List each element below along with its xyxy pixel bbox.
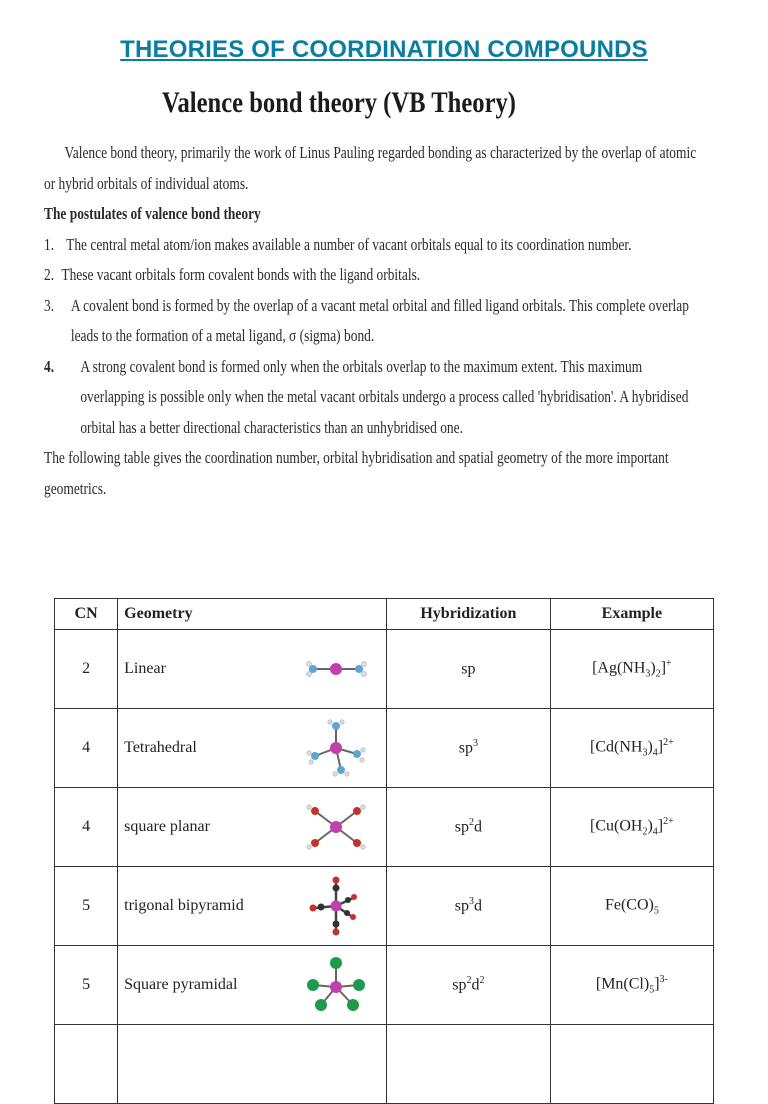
example-cell	[550, 630, 713, 709]
postulate-number: 1.	[44, 234, 55, 254]
hyb-sup: 3	[472, 738, 478, 750]
intro-paragraph: Valence bond theory, primarily the work of Linus Pauling regarded bonding as characterized by the overlap of atomic or hybrid orbitals of individual atoms.	[44, 143, 697, 193]
hyb-sup: 3	[468, 896, 474, 908]
hybridization-cell	[386, 709, 550, 788]
example-cell	[550, 946, 713, 1025]
hybridization-cell	[386, 946, 550, 1025]
square-planar-molecule-icon	[301, 797, 371, 857]
section-heading: Valence bond theory (VB Theory)	[162, 86, 516, 119]
hybridization-cell	[386, 1025, 550, 1104]
ex-part: ]	[660, 659, 667, 677]
hyb-base: sp	[454, 818, 469, 836]
postulate-number: 2.	[44, 265, 55, 284]
hyb-sup: 2	[466, 975, 472, 987]
cn-cell: 5	[55, 867, 118, 946]
ex-part: ]	[654, 975, 660, 993]
postulate-number: 3.	[44, 295, 55, 315]
ex-sub: 5	[653, 905, 659, 917]
hybridization-cell	[386, 867, 550, 946]
hyb-mid: d	[473, 897, 482, 915]
ex-sub: 3	[645, 668, 651, 680]
linear-molecule-icon	[301, 639, 371, 699]
ex-part: Fe(CO)	[604, 896, 654, 914]
postulate-number: 4.	[44, 356, 55, 376]
ex-charge: 2+	[663, 737, 674, 749]
tetrahedral-molecule-icon	[301, 718, 371, 778]
postulate-item	[44, 230, 700, 261]
geometry-label: square planar	[124, 818, 210, 835]
ex-part: ]	[657, 738, 664, 756]
example-cell	[550, 788, 713, 867]
header-hybridization: Hybridization	[386, 599, 550, 630]
ex-part: [Cu(OH	[590, 817, 643, 835]
ex-charge: +	[666, 658, 672, 670]
geometry-cell	[118, 1025, 387, 1104]
ex-sub: 3	[642, 747, 648, 759]
ex-part: )	[650, 659, 656, 677]
ex-charge: 2+	[663, 816, 674, 828]
postulate-item	[44, 352, 700, 444]
hyb-sup: 2	[468, 817, 474, 829]
hyb-base: sp	[458, 739, 473, 757]
page-title: THEORIES OF COORDINATION COMPOUNDS	[120, 36, 648, 63]
ex-charge: 3-	[659, 974, 668, 986]
table-row	[55, 788, 714, 867]
ex-sub: 5	[649, 984, 655, 996]
header-cn: CN	[55, 599, 118, 630]
cn-cell: 2	[55, 630, 118, 709]
hyb-base: sp	[454, 897, 469, 915]
hyb-mid: d	[473, 818, 482, 836]
table-row	[55, 867, 714, 946]
table-intro: The following table gives the coordination number, orbital hybridisation and spatial geometry of the more important geometrics.	[44, 448, 669, 498]
ex-part: )	[647, 817, 653, 835]
geometry-cell	[118, 630, 387, 709]
ex-sub: 4	[652, 747, 658, 759]
postulate-item	[44, 291, 700, 352]
postulate-text: These vacant orbitals form covalent bonds with the ligand orbitals.	[61, 265, 421, 284]
ex-sub: 2	[642, 826, 648, 838]
cn-cell	[55, 1025, 118, 1104]
cn-cell: 5	[55, 946, 118, 1025]
geometry-label: Tetrahedral	[124, 739, 197, 756]
table-row-partial	[55, 1025, 714, 1104]
example-cell	[550, 709, 713, 788]
postulate-item	[44, 260, 700, 291]
example-cell	[550, 867, 713, 946]
table-row	[55, 709, 714, 788]
geometry-cell	[118, 788, 387, 867]
ex-part: [Ag(NH	[592, 659, 646, 677]
trigonal-bipyramid-molecule-icon	[301, 876, 371, 936]
geometry-label: Linear	[124, 660, 166, 677]
ex-part: )	[647, 738, 653, 756]
geometry-cell	[118, 709, 387, 788]
hybridization-cell	[386, 630, 550, 709]
geometry-cell	[118, 946, 387, 1025]
postulate-text: A strong covalent bond is formed only when the orbitals overlap to the maximum extent. This maximum overlapping is possible only when the metal vacant orbitals undergo a process called 'hybridisation'. A hybridised orbital has a better directional characteristics than an unhybridised one.	[80, 356, 689, 437]
ex-part: ]	[657, 817, 664, 835]
hyb-sup2: 2	[479, 975, 485, 987]
square-pyramidal-molecule-icon	[301, 955, 371, 1015]
table-row	[55, 946, 714, 1025]
ex-sub: 4	[652, 826, 658, 838]
postulates-heading: The postulates of valence bond theory	[44, 204, 261, 223]
ex-part: [Cd(NH	[590, 738, 643, 756]
hybridization-table	[54, 598, 714, 1104]
geometry-label: trigonal bipyramid	[124, 897, 244, 914]
hybridization-cell	[386, 788, 550, 867]
cn-cell: 4	[55, 709, 118, 788]
hyb-mid: d	[471, 976, 480, 994]
example-cell	[550, 1025, 713, 1104]
ex-sub: 2	[655, 668, 661, 680]
table-header-row	[55, 599, 714, 630]
hyb-base: sp	[452, 976, 467, 994]
hyb-base: sp	[461, 660, 476, 678]
geometry-cell	[118, 867, 387, 946]
table-row	[55, 630, 714, 709]
geometry-label: Square pyramidal	[124, 976, 238, 993]
cn-cell: 4	[55, 788, 118, 867]
body-text	[44, 138, 700, 504]
postulate-text: The central metal atom/ion makes available a number of vacant orbitals equal to its coordination number.	[66, 234, 632, 254]
header-example: Example	[550, 599, 713, 630]
header-geometry: Geometry	[118, 599, 387, 630]
ex-part: [Mn(Cl)	[595, 975, 650, 993]
postulate-text: A covalent bond is formed by the overlap of a vacant metal orbital and filled ligand orbitals. This complete overlap leads to the formation of a metal ligand, σ (sigma) bond.	[70, 295, 689, 345]
